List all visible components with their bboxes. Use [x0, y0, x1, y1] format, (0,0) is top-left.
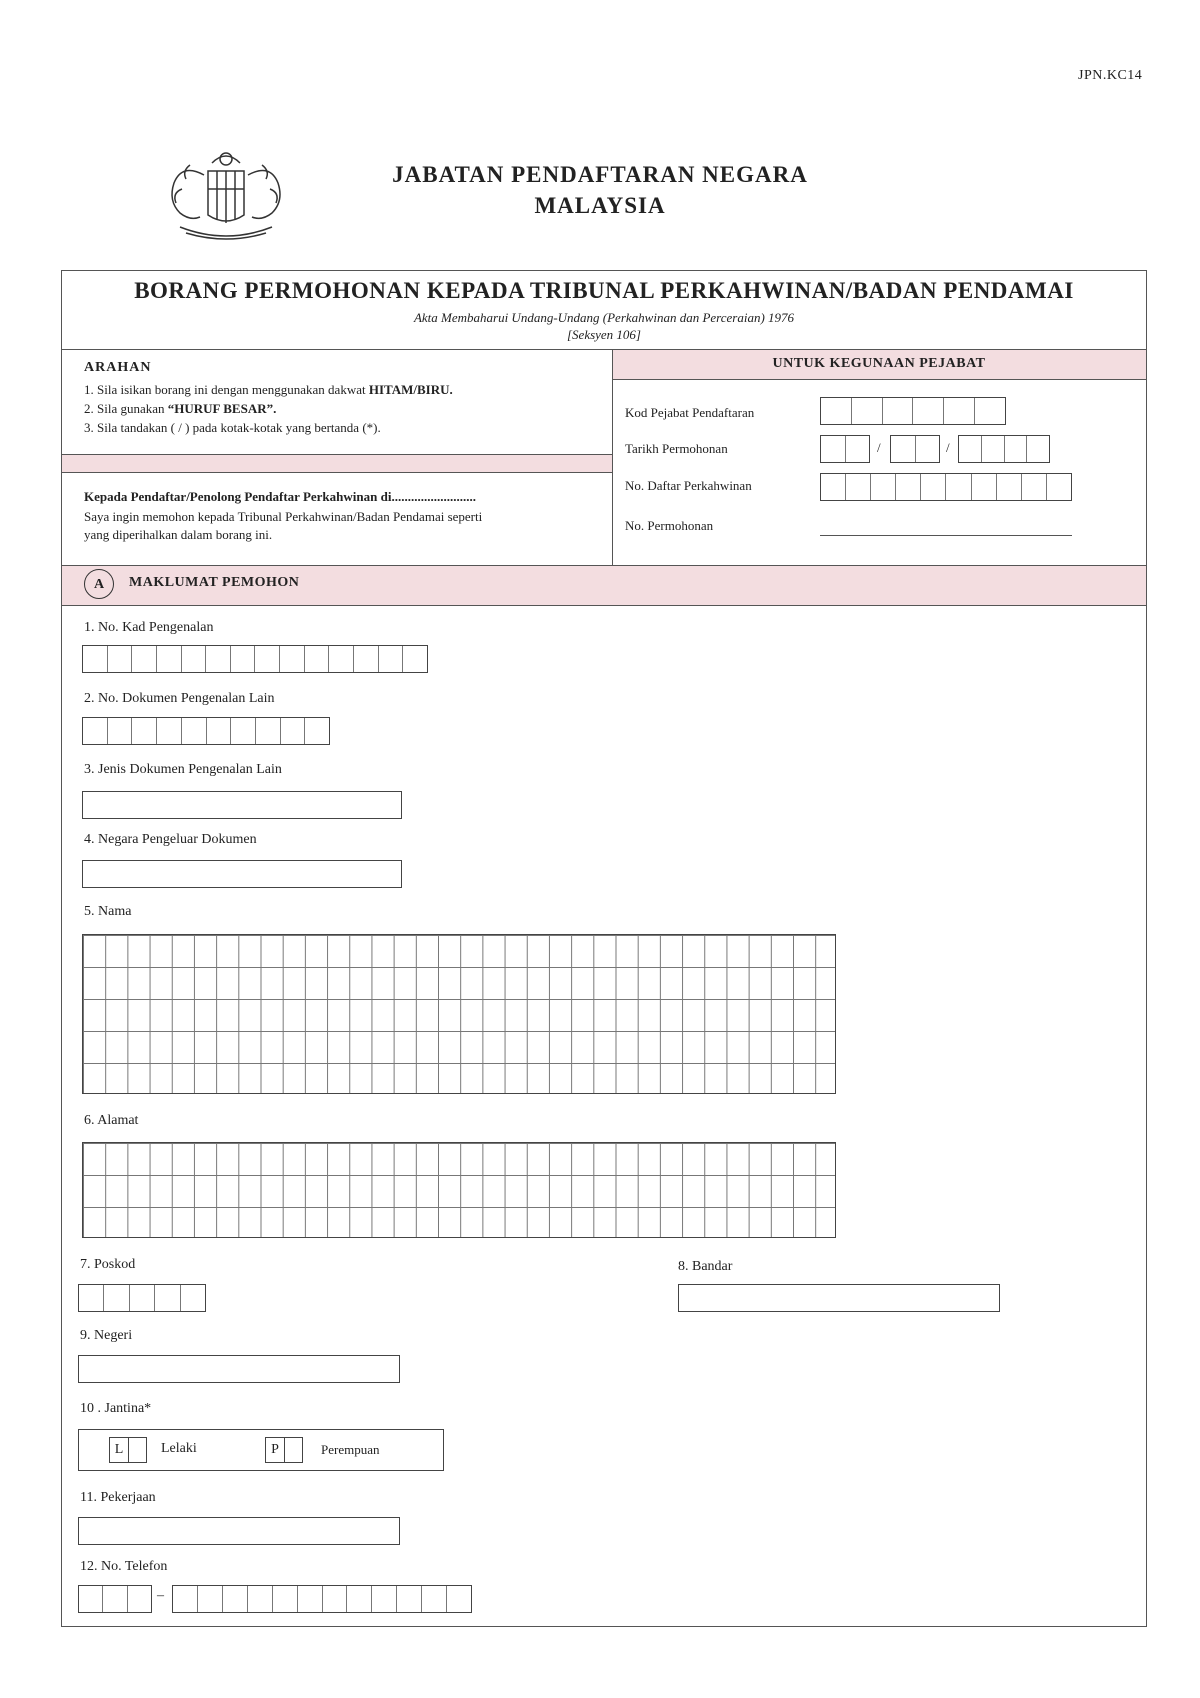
- perempuan-code: P: [266, 1438, 285, 1462]
- lelaki-checkbox[interactable]: [109, 1437, 147, 1463]
- no-daftar-input[interactable]: [820, 473, 1072, 501]
- agency-name: JABATAN PENDAFTARAN NEGARA: [392, 162, 808, 187]
- tarikh-year-input[interactable]: [958, 435, 1050, 463]
- kepada-line: yang diperihalkan dalam borang ini.: [84, 527, 273, 542]
- field-label: 10 . Jantina*: [80, 1401, 152, 1416]
- dokumen-lain-input[interactable]: [82, 717, 330, 745]
- lelaki-label: Lelaki: [161, 1441, 197, 1456]
- jenis-dokumen-input[interactable]: [82, 791, 402, 819]
- act-section: [Seksyen 106]: [566, 327, 641, 342]
- field-label: 1. No. Kad Pengenalan: [84, 620, 214, 635]
- arahan-item: 1. Sila isikan borang ini dengan menggunakan dakwat HITAM/BIRU.: [84, 382, 453, 397]
- perempuan-checkbox[interactable]: [265, 1437, 303, 1463]
- field-label: 8. Bandar: [678, 1259, 733, 1274]
- alamat-grid-input[interactable]: [82, 1142, 836, 1238]
- field-label: 7. Poskod: [80, 1257, 136, 1272]
- field-label: 5. Nama: [84, 904, 132, 919]
- arahan-item: 3. Sila tandakan ( / ) pada kotak-kotak yang bertanda (*).: [84, 420, 381, 435]
- field-label: 9. Negeri: [80, 1328, 133, 1343]
- kepada-title: Kepada Pendaftar/Penolong Pendaftar Perkahwinan di..........................: [84, 489, 476, 504]
- date-separator: /: [946, 440, 950, 455]
- arahan-title: ARAHAN: [84, 360, 152, 375]
- negara-pengeluar-input[interactable]: [82, 860, 402, 888]
- jantina-box: [78, 1429, 444, 1471]
- kepada-line: Saya ingin memohon kepada Tribunal Perkahwinan/Badan Pendamai seperti: [84, 509, 483, 524]
- no-daftar-label: No. Daftar Perkahwinan: [625, 478, 752, 493]
- phone-dash: –: [157, 1588, 164, 1603]
- form-title: BORANG PERMOHONAN KEPADA TRIBUNAL PERKAHWINAN/BADAN PENDAMAI: [134, 278, 1074, 303]
- act-reference: [62, 309, 1146, 343]
- no-permohonan-label: No. Permohonan: [625, 518, 714, 533]
- act-name: Akta Membaharui Undang-Undang (Perkahwinan dan Perceraian) 1976: [413, 310, 795, 325]
- field-label: 11. Pekerjaan: [80, 1490, 156, 1505]
- negeri-input[interactable]: [78, 1355, 400, 1383]
- agency-country: MALAYSIA: [534, 193, 666, 218]
- field-label: 2. No. Dokumen Pengenalan Lain: [84, 691, 275, 706]
- bandar-input[interactable]: [678, 1284, 1000, 1312]
- pekerjaan-input[interactable]: [78, 1517, 400, 1545]
- arahan-item: 2. Sila gunakan “HURUF BESAR”.: [84, 401, 277, 416]
- tarikh-day-input[interactable]: [820, 435, 870, 463]
- tarikh-label: Tarikh Permohonan: [625, 441, 728, 456]
- telefon-number-input[interactable]: [172, 1585, 472, 1613]
- field-label: 3. Jenis Dokumen Pengenalan Lain: [84, 762, 282, 777]
- no-permohonan-line[interactable]: [820, 535, 1072, 536]
- form-code: JPN.KC14: [1078, 68, 1143, 83]
- nama-grid-input[interactable]: [82, 934, 836, 1094]
- tarikh-month-input[interactable]: [890, 435, 940, 463]
- perempuan-label: Perempuan: [321, 1442, 380, 1457]
- kepada-text: [84, 508, 482, 544]
- date-separator: /: [877, 440, 881, 455]
- poskod-input[interactable]: [78, 1284, 206, 1312]
- divider-band: [62, 454, 612, 472]
- field-label: 4. Negara Pengeluar Dokumen: [84, 832, 257, 847]
- kad-pengenalan-input[interactable]: [82, 645, 428, 673]
- telefon-prefix-input[interactable]: [78, 1585, 152, 1613]
- field-label: 6. Alamat: [84, 1113, 139, 1128]
- section-a-circle: A: [84, 569, 114, 599]
- kod-pejabat-input[interactable]: [820, 397, 1006, 425]
- arahan-list: [84, 380, 453, 437]
- lelaki-code: L: [110, 1438, 129, 1462]
- field-label: 12. No. Telefon: [80, 1559, 168, 1574]
- kod-pejabat-label: Kod Pejabat Pendaftaran: [625, 405, 755, 420]
- office-title: UNTUK KEGUNAAN PEJABAT: [772, 356, 986, 371]
- malaysia-coat-of-arms-icon: [160, 145, 292, 245]
- section-a-title: MAKLUMAT PEMOHON: [129, 575, 300, 590]
